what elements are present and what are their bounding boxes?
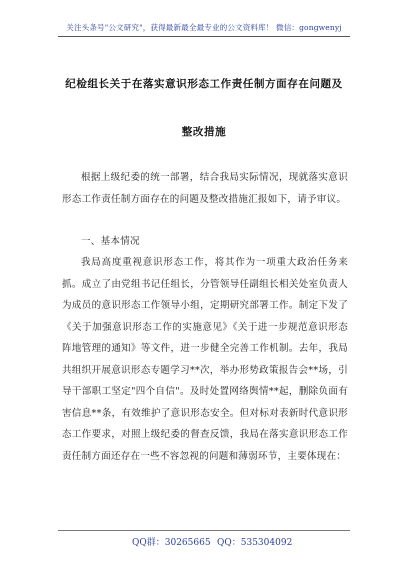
document-title-line-1: 纪检组长关于在落实意识形态工作责任制方面存在问题及 — [65, 78, 343, 90]
section-heading-text: 一、基本情况 — [81, 236, 140, 247]
header-divider — [58, 36, 350, 37]
intro-paragraph — [62, 167, 348, 210]
header-promo-note: 关注头条号"公文研究"，获得最新最全最专业的公文资料库！ 微信：gongwenyj — [66, 23, 342, 32]
footer-divider — [58, 530, 350, 531]
footer-qq-group: QQ群：30265665 — [132, 538, 211, 548]
intro-text: 根据上级纪委的统一部署，结合我局实际情况，现就落实意识形态工作责任制方面存在的问题及整改措施汇报如下，请予审议。 — [62, 172, 348, 205]
document-title-line-2: 整改措施 — [181, 126, 227, 138]
footer-qq-contact: QQ：535304092 — [217, 538, 293, 548]
basic-situation-paragraph — [62, 252, 348, 467]
basic-situation-text: 我局高度重视意识形态工作，将其作为一项重大政治任务来抓。成立了由党组书记任组长，分管领导任副组长相关处室负责人为成员的意识形态工作领导小组，定期研究部署工作。制定下发了《关于加强意识形态工作的实施意见》《关于进一步规范意识形态阵地管理的通知》等文件，进一步健全完善工作机制。去年，我局共组织开展意识形态专题学习**次，举办形势政策报告会**场，引导干部职工坚定"四个自信"。及时处置网络舆情**起，删除负面有害信息**条，有效维护了意识形态安全。但对标对表新时代意识形态工作要求，对照上级纪委的督查反馈，我局在落实意识形态工作责任制方面还存在一些不容忽视的问题和薄弱环节，主要体现在： — [62, 257, 348, 462]
section-heading-basic-situation — [62, 231, 348, 253]
